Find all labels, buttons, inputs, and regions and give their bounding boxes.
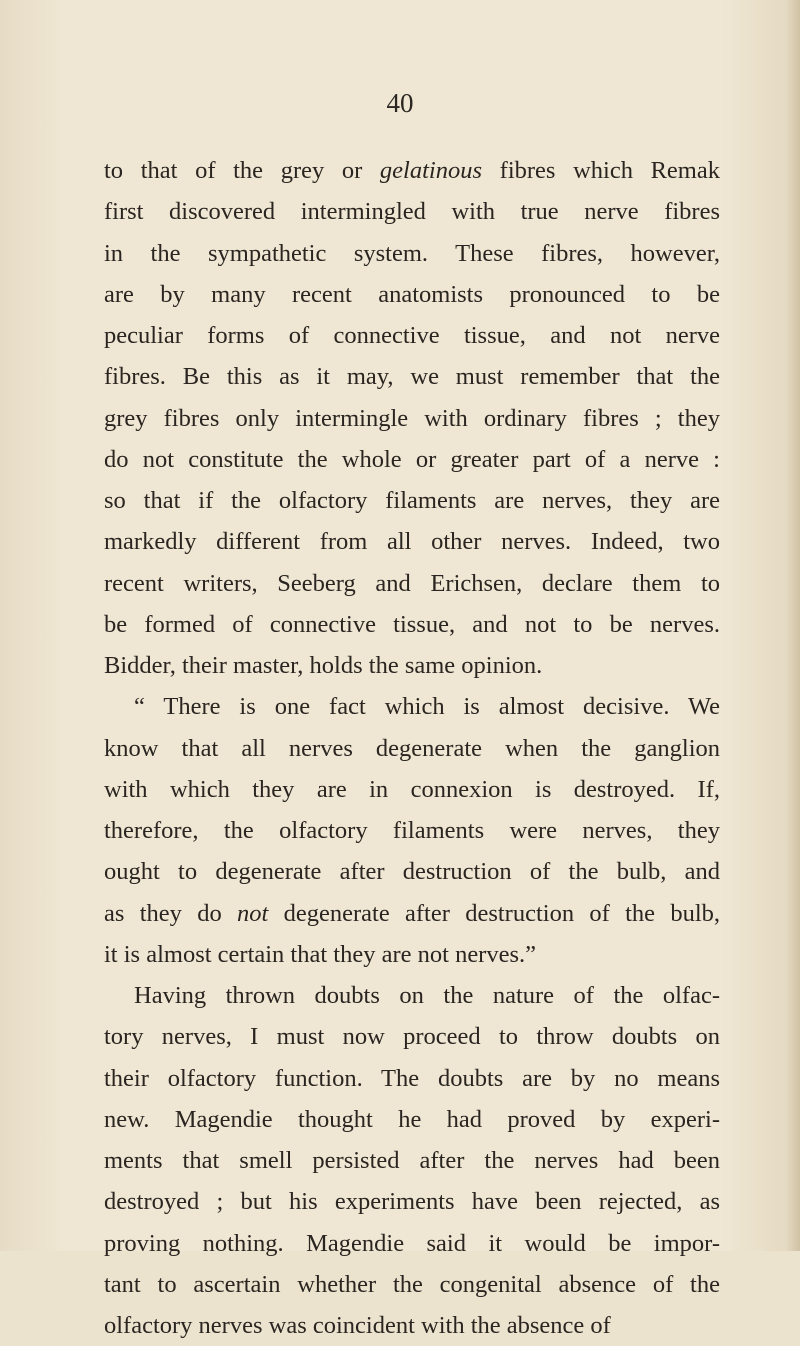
text-line	[104, 1305, 720, 1346]
text-segment: fibres which Remak	[482, 157, 720, 184]
text-segment: in the sympathetic system. These fibres, however,	[104, 239, 720, 267]
text-segment: as they do	[104, 899, 238, 927]
text-line	[104, 810, 720, 851]
text-segment: markedly different from all other nerves. Indeed, two	[104, 528, 720, 556]
text-line	[104, 1264, 720, 1305]
text-segment: so that if the olfactory filaments are nerves, they are	[104, 487, 720, 514]
text-line	[104, 480, 720, 521]
text-line	[104, 563, 720, 604]
text-line	[104, 233, 720, 274]
text-line	[104, 604, 720, 645]
text-line	[104, 1016, 720, 1057]
text-line	[104, 1058, 720, 1099]
page-edge-shadow	[786, 0, 800, 1251]
text-segment: ought to degenerate after destruction of the bulb, and	[104, 858, 720, 886]
text-line	[104, 1223, 720, 1264]
body-text	[104, 150, 720, 1346]
text-segment: new. Magendie thought he had proved by experi-	[104, 1105, 720, 1133]
italic-text: gelatinous	[379, 157, 483, 184]
text-segment: grey fibres only intermingle with ordinary fibres ; they	[104, 404, 720, 432]
text-line	[104, 645, 720, 686]
text-line	[104, 398, 720, 439]
text-segment: olfactory nerves was coincident with the absence of	[104, 1312, 611, 1339]
text-segment: ments that smell persisted after the nerves had been	[104, 1147, 720, 1174]
text-segment: first discovered intermingled with true nerve fibres	[104, 198, 720, 226]
text-line	[104, 686, 720, 727]
text-line	[104, 191, 720, 232]
text-segment: it is almost certain that they are not nerves.”	[104, 940, 537, 968]
text-line	[104, 893, 720, 934]
page-number: 40	[386, 88, 414, 118]
text-line	[104, 975, 720, 1016]
text-segment: be formed of connective tissue, and not to be nerves.	[104, 610, 720, 638]
text-segment: degenerate after destruction of the bulb,	[268, 899, 721, 927]
text-segment: therefore, the olfactory filaments were nerves, they	[104, 817, 720, 844]
text-line	[104, 356, 720, 397]
text-segment: are by many recent anatomists pronounced to be	[104, 280, 720, 308]
text-segment: tory nerves, I must now proceed to throw doubts on	[104, 1023, 720, 1051]
text-line	[104, 728, 720, 769]
text-line	[104, 1099, 720, 1140]
text-segment: proving nothing. Magendie said it would be impor-	[104, 1229, 720, 1257]
text-segment: peculiar forms of connective tissue, and not nerve	[104, 322, 720, 349]
italic-text: not	[237, 899, 269, 927]
text-line	[104, 769, 720, 810]
text-segment: fibres. Be this as it may, we must remember that the	[104, 363, 720, 391]
text-segment: destroyed ; but his experiments have been rejected, as	[104, 1188, 720, 1216]
text-line	[104, 851, 720, 892]
text-segment: tant to ascertain whether the congenital absence of the	[104, 1270, 720, 1298]
text-line	[104, 1140, 720, 1181]
text-line	[104, 150, 720, 191]
text-segment: Having thrown doubts on the nature of the olfac-	[134, 982, 720, 1009]
text-line	[104, 934, 720, 975]
text-segment: Bidder, their master, holds the same opinion.	[104, 652, 543, 679]
text-line	[104, 315, 720, 356]
text-segment: do not constitute the whole or greater part of a nerve :	[104, 445, 720, 473]
text-line	[104, 439, 720, 480]
text-line	[104, 274, 720, 315]
text-line	[104, 1181, 720, 1222]
text-segment: recent writers, Seeberg and Erichsen, declare them to	[104, 569, 720, 597]
text-segment: know that all nerves degenerate when the ganglion	[104, 734, 720, 762]
text-line	[104, 521, 720, 562]
text-segment: to that of the grey or	[104, 157, 380, 184]
text-segment: their olfactory function. The doubts are by no means	[104, 1064, 720, 1092]
text-segment: with which they are in connexion is destroyed. If,	[104, 775, 720, 803]
text-segment: “ There is one fact which is almost decisive. We	[134, 693, 720, 721]
